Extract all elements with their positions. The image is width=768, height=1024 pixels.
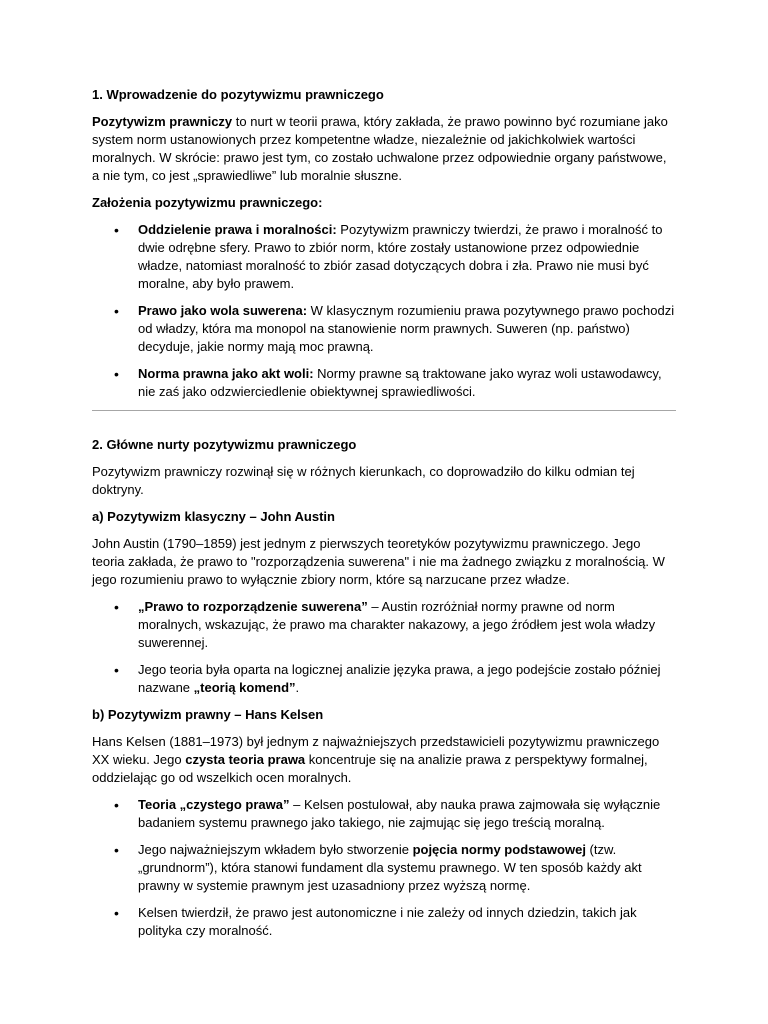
list-item <box>92 841 676 895</box>
bullet-bold-term: Norma prawna jako akt woli: <box>138 366 314 381</box>
list-item <box>92 302 676 356</box>
section-2-intro: Pozytywizm prawniczy rozwinął się w różnych kierunkach, co doprowadziło do kilku odmian tej doktryny. <box>92 464 635 497</box>
intro-bold-term: Pozytywizm prawniczy <box>92 114 233 129</box>
intro-text: to nurt w teorii prawa, który zakłada, że prawo powinno być rozumiane jako system norm ustanowionych przez kompetentne władze, niezależnie od jakichkolwiek wartości moralnych. W skrócie: prawo jest tym, co zostało uchwalone przez odpowiednie organy państwowe, a nie tym, co jest „sprawiedliwe” lub moralnie słuszne. <box>92 114 668 183</box>
bullet-bold-term: Oddzielenie prawa i moralności: <box>138 222 337 237</box>
bullet-bold-term: Prawo jako wola suwerena: <box>138 303 308 318</box>
section-1-heading: 1. Wprowadzenie do pozytywizmu prawniczego <box>92 87 384 102</box>
bullet-text-end: . <box>295 680 300 695</box>
bullet-bold-term: Teoria „czystego prawa” <box>138 797 290 812</box>
paragraph-text-end: koncentruje się na analizie prawa z perspektywy formalnej, oddzielając go od wszelkich ocen moralnych. <box>92 752 648 785</box>
bullet-text-end: (tzw. „grundnorm”), która stanowi fundament dla systemu prawnego. W ten sposób każdy akt prawny w systemie prawnym jest uzasadniony przez wyższą normę. <box>138 842 642 893</box>
list-item <box>92 221 676 293</box>
bullet-text: W klasycznym rozumieniu prawa pozytywnego prawo pochodzi od władzy, która ma monopol na stanowienie norm prawnych. Suweren (np. państwo) decyduje, jakie normy mają moc prawną. <box>138 303 675 354</box>
horizontal-divider <box>92 410 676 411</box>
assumptions-heading: Założenia pozytywizmu prawniczego: <box>92 195 323 210</box>
list-item <box>92 661 676 697</box>
list-item <box>92 904 676 940</box>
bullet-text: – Austin rozróżniał normy prawne od norm moralnych, wskazując, że prawo ma charakter nakazowy, a jego źródłem jest wola władzy suwerennej. <box>138 599 656 650</box>
assumptions-list <box>92 221 676 401</box>
list-item <box>92 365 676 401</box>
bullet-text: Normy prawne są traktowane jako wyraz woli ustawodawcy, nie zaś jako odzwierciedlenie obiektywnej sprawiedliwości. <box>138 366 662 399</box>
bullet-bold-term: pojęcia normy podstawowej <box>412 842 586 857</box>
bullet-text: Pozytywizm prawniczy twierdzi, że prawo i moralność to dwie odrębne sfery. Prawo to zbiór norm, które zostały ustanowione przez odpowiednie władze, natomiast moralność to zbiór zasad dotyczących dobra i zła. Prawo nie musi być moralne, aby było prawem. <box>138 222 663 291</box>
paragraph-bold-term: czysta teoria prawa <box>185 752 306 767</box>
subsection-a-list <box>92 598 676 697</box>
subsection-a-paragraph: John Austin (1790–1859) jest jednym z pierwszych teoretyków pozytywizmu prawniczego. Jego teoria zakłada, że prawo to "rozporządzenia suwerena" i nie ma żadnego związku z moralnością. W jego rozumieniu prawo to wyłącznie zbiory norm, które są narzucane przez władze. <box>92 536 665 587</box>
section-1-intro <box>92 113 676 185</box>
paragraph-text: Hans Kelsen (1881–1973) był jednym z najważniejszych przedstawicieli pozytywizmu prawniczego XX wieku. Jego <box>92 734 660 767</box>
subsection-b-list <box>92 796 676 940</box>
bullet-text: Jego najważniejszym wkładem było stworzenie <box>138 842 413 857</box>
subsection-b-heading: b) Pozytywizm prawny – Hans Kelsen <box>92 707 324 722</box>
section-2-heading: 2. Główne nurty pozytywizmu prawniczego <box>92 437 357 452</box>
bullet-text: Jego teoria była oparta na logicznej analizie języka prawa, a jego podejście zostało później nazwane <box>138 662 661 695</box>
bullet-text: Kelsen twierdził, że prawo jest autonomiczne i nie zależy od innych dziedzin, takich jak polityka czy moralność. <box>138 905 637 938</box>
bullet-bold-term: „Prawo to rozporządzenie suwerena” <box>138 599 368 614</box>
subsection-a-heading: a) Pozytywizm klasyczny – John Austin <box>92 509 335 524</box>
subsection-b-paragraph <box>92 733 676 787</box>
bullet-bold-term: „teorią komend” <box>193 680 296 695</box>
bullet-text: – Kelsen postulował, aby nauka prawa zajmowała się wyłącznie badaniem systemu prawnego jako takiego, nie zajmując się jego treścią moralną. <box>138 797 661 830</box>
list-item <box>92 796 676 832</box>
list-item <box>92 598 676 652</box>
